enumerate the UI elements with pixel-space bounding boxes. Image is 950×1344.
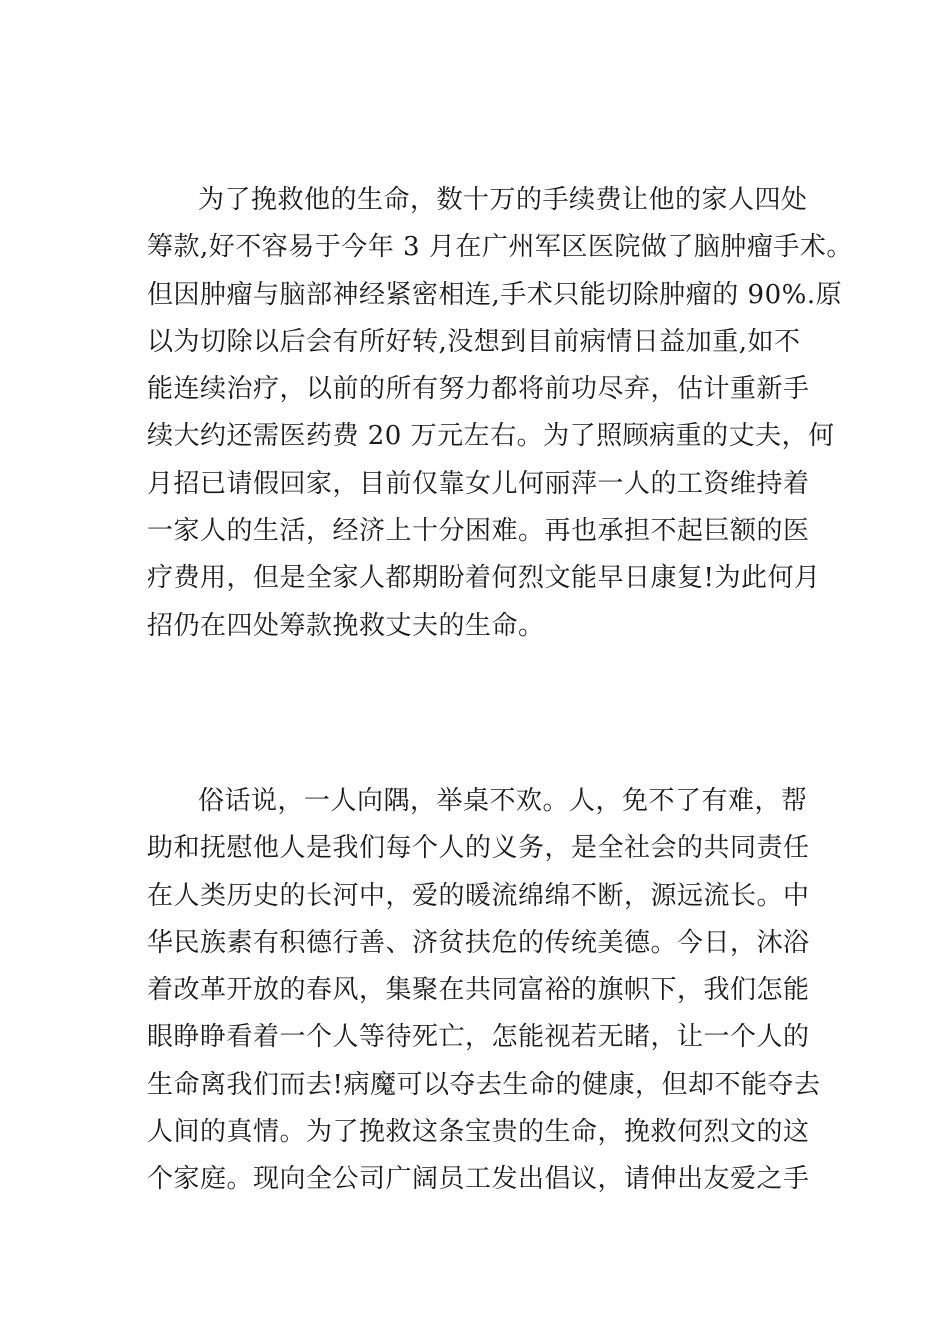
text-line: 月招已请假回家，目前仅靠女儿何丽萍一人的工资维持着 (147, 468, 810, 499)
text-line: 以为切除以后会有所好转,没想到目前病情日益加重,如不 (147, 326, 801, 357)
paragraph-2 (147, 778, 821, 1204)
text-line: 续大约还需医药费 20 万元左右。为了照顾病重的丈夫，何 (147, 421, 835, 452)
text-line: 人间的真情。为了挽救这条宝贵的生命，挽救何烈文的这 (147, 1117, 810, 1148)
text-line: 筹款,好不容易于今年 3 月在广州军区医院做了脑肿瘤手术。 (147, 232, 853, 263)
text-line: 疗费用，但是全家人都期盼着何烈文能早日康复!为此何月 (147, 563, 821, 594)
text-line: 个家庭。现向全公司广阔员工发出倡议，请伸出友爱之手 (147, 1164, 810, 1195)
text-line: 招仍在四处筹款挽救丈夫的生命。 (147, 610, 545, 641)
text-line: 但因肿瘤与脑部神经紧密相连,手术只能切除肿瘤的 90%.原 (147, 279, 843, 310)
paragraph-1 (147, 177, 853, 650)
text-line: 着改革开放的春风，集聚在共同富裕的旗帜下，我们怎能 (147, 975, 810, 1006)
text-line: 能连续治疗，以前的所有努力都将前功尽弃，估计重新手 (147, 374, 810, 405)
text-line: 生命离我们而去!病魔可以夺去生命的健康，但却不能夺去 (147, 1069, 821, 1100)
text-line: 一家人的生活，经济上十分困难。再也承担不起巨额的医 (147, 516, 810, 547)
text-line: 助和抚慰他人是我们每个人的义务，是全社会的共同责任 (147, 833, 810, 864)
text-line: 在人类历史的长河中，爱的暖流绵绵不断，源远流长。中 (147, 880, 810, 911)
text-line: 俗话说，一人向隅，举桌不欢。人，免不了有难，帮 (198, 786, 808, 816)
text-line: 华民族素有积德行善、济贫扶危的传统美德。今日，沐浴 (147, 927, 810, 958)
text-line: 为了挽救他的生命，数十万的手续费让他的家人四处 (198, 185, 808, 215)
text-line: 眼睁睁看着一个人等待死亡，怎能视若无睹，让一个人的 (147, 1022, 810, 1053)
